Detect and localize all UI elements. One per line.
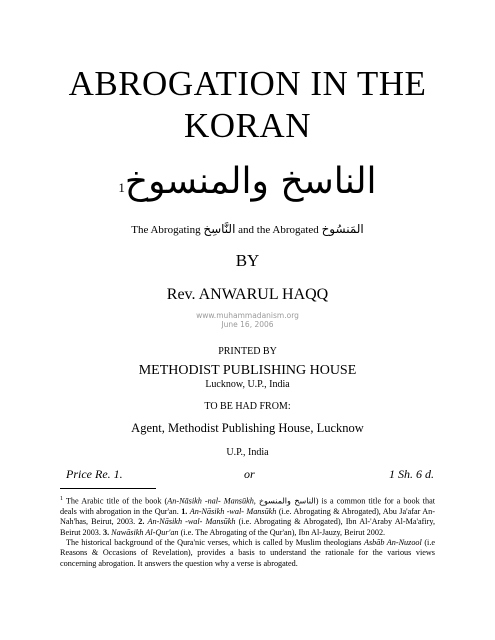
fn-term: Asbāb An-Nuzool <box>363 537 422 547</box>
fn-ref-citation: (i.e. Abrogating & Abrogated), Ibn Al-'Araby Al-Ma'afiry, Beirut 2003. <box>60 517 435 537</box>
fn-ref-number: 2. <box>138 517 145 527</box>
watermark-date: June 16, 2006 <box>221 320 274 329</box>
fn-ref-number: 3. <box>102 527 110 537</box>
fn-text: ) is a common title for a book that deals with abrogation in the Qur'an. <box>60 496 436 517</box>
fn-ref-citation: (i.e. Abrogating & Abrogated), Abu Ja'afar An-Nah'has, Beirut, 2003. <box>60 507 435 527</box>
title-line-1: ABROGATION IN THE <box>68 64 427 103</box>
fn-ref-citation: (i.e. The Abrogating of the Qur'an), Ibn Al-Jauzy, Beirut 2002. <box>180 527 386 537</box>
fn-ref-number: 1. <box>181 507 188 517</box>
author-name: Rev. ANWARUL HAQQ <box>166 286 329 303</box>
price-right: 1 Sh. 6 d. <box>389 467 434 481</box>
subtitle-prefix: The Abrogating <box>131 224 201 236</box>
by-label: BY <box>235 251 260 270</box>
footnote-paragraph-1 <box>60 494 435 538</box>
subtitle-middle: and the Abrogated <box>238 224 319 236</box>
publisher-name: METHODIST PUBLISHING HOUSE <box>138 363 357 378</box>
to-be-had-label: TO BE HAD FROM: <box>204 401 291 412</box>
price-left: Price Re. 1. <box>66 467 123 481</box>
subtitle <box>0 222 495 237</box>
publisher-location: Lucknow, U.P., India <box>205 379 290 390</box>
title-line-2: KORAN <box>184 106 311 145</box>
subtitle-arabic-abrogated: المَنسُوخ <box>321 222 364 236</box>
watermark-site: www.muhammadanism.org <box>196 311 299 320</box>
arabic-title-text: الناسخ والمنسوخ <box>124 161 377 202</box>
fn-text: The historical background of the Qura'nic verses, which is called by Muslim theologians <box>66 537 362 547</box>
arabic-title <box>0 160 495 204</box>
fn-book-title: An-Nāsikh -nal- Mansūkh, <box>167 496 256 506</box>
footnote-number: 1 <box>60 496 63 502</box>
fn-ref-title: An-Nāsikh -wal- Mansūkh <box>147 517 236 527</box>
agent-name: Agent, Methodist Publishing House, Lucknow <box>131 421 364 435</box>
fn-text: The Arabic title of the book ( <box>65 496 168 506</box>
agent-location: U.P., India <box>226 447 269 458</box>
printed-by-label: PRINTED BY <box>218 346 277 357</box>
fn-arabic-title: الناسخ والمنسوخ <box>258 496 316 506</box>
footnote-divider <box>60 488 156 489</box>
fn-text: (i.e Reasons & Occasions of Revelation), provides a basis to understand the rationale for the various views concerning abrogation. It answers the question why a verse is abrogated. <box>60 537 435 568</box>
footnote <box>60 494 435 569</box>
footnote-marker[interactable]: 1 <box>118 180 125 195</box>
price-or: or <box>244 467 255 481</box>
fn-ref-title: Nawāsikh Al-Qur'an <box>111 527 179 537</box>
fn-ref-title: An-Nāsikh -wal- Mansūkh <box>189 507 277 517</box>
subtitle-arabic-abrogating: النَّاسِخ <box>203 222 236 236</box>
footnote-paragraph-2 <box>60 538 435 569</box>
